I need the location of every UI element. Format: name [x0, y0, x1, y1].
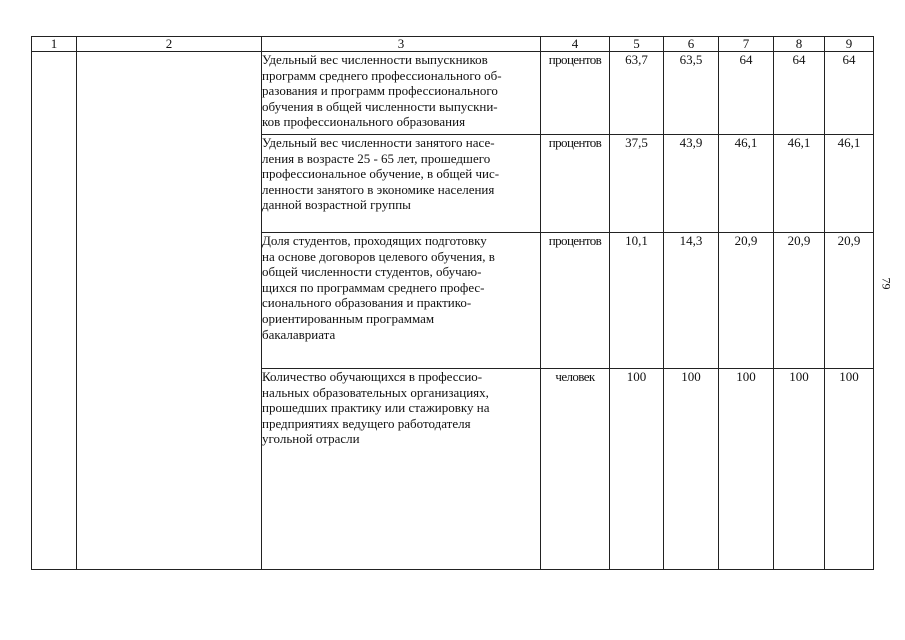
description-line: обучения в общей численности выпускни-: [262, 98, 498, 114]
value-cell: 46,1: [774, 135, 825, 233]
value-cell: 10,1: [610, 233, 664, 369]
column-header-4: 4: [541, 37, 610, 52]
description-line: ления в возрасте 25 - 65 лет, прошедшего: [262, 150, 491, 166]
column-header-1: 1: [32, 37, 77, 52]
description-line: бакалавриата: [262, 326, 336, 342]
value-cell: 20,9: [825, 233, 874, 369]
value-cell: 64: [719, 52, 774, 135]
description-line: Количество обучающихся в профессио-: [262, 369, 483, 384]
cell-col2: [77, 52, 262, 570]
page-number: 79: [879, 277, 894, 290]
value-cell: 20,9: [719, 233, 774, 369]
value-cell: 100: [664, 369, 719, 570]
column-header-8: 8: [774, 37, 825, 52]
value-cell: 64: [825, 52, 874, 135]
description-line: разования и программ профессионального: [262, 83, 498, 99]
value-cell: 37,5: [610, 135, 664, 233]
description-line: предприятиях ведущего работодателя: [262, 415, 471, 431]
value-cell: 100: [774, 369, 825, 570]
unit-cell: процентов: [541, 233, 610, 369]
cell-col1: [32, 52, 77, 570]
value-cell: 63,5: [664, 52, 719, 135]
value-cell: 46,1: [719, 135, 774, 233]
header-row: [32, 37, 874, 52]
value-cell: 20,9: [774, 233, 825, 369]
value-cell: 100: [719, 369, 774, 570]
description-line: ков профессионального образования: [262, 114, 466, 130]
description-line: нальных образовательных организациях,: [262, 384, 489, 400]
unit-cell: процентов: [541, 52, 610, 135]
column-header-9: 9: [825, 37, 874, 52]
value-cell: 100: [825, 369, 874, 570]
value-cell: 43,9: [664, 135, 719, 233]
value-cell: 100: [610, 369, 664, 570]
description-line: данной возрастной группы: [262, 197, 411, 213]
column-header-7: 7: [719, 37, 774, 52]
value-cell: 46,1: [825, 135, 874, 233]
description-line: Доля студентов, проходящих подготовку: [262, 233, 487, 248]
value-cell: 63,7: [610, 52, 664, 135]
description-line: профессиональное обучение, в общей чис-: [262, 166, 500, 182]
description-line: Удельный вес численности занятого насе-: [262, 135, 495, 150]
description-line: программ среднего профессионального об-: [262, 67, 502, 83]
column-header-2: 2: [77, 37, 262, 52]
description-line: общей численности студентов, обучаю-: [262, 264, 482, 280]
description-line: сионального образования и практико-: [262, 295, 472, 311]
value-cell: 14,3: [664, 233, 719, 369]
description-line: щихся по программам среднего профес-: [262, 279, 485, 295]
indicator-description: [262, 52, 541, 135]
table-row: [32, 52, 874, 135]
description-line: прошедших практику или стажировку на: [262, 400, 490, 416]
indicator-description: [262, 135, 541, 233]
unit-cell: процентов: [541, 135, 610, 233]
indicator-description: [262, 369, 541, 570]
indicators-table: [31, 36, 874, 570]
unit-cell: человек: [541, 369, 610, 570]
description-line: ориентированным программам: [262, 310, 435, 326]
description-line: Удельный вес численности выпускников: [262, 52, 488, 67]
description-line: ленности занятого в экономике населения: [262, 181, 495, 197]
column-header-3: 3: [262, 37, 541, 52]
indicator-description: [262, 233, 541, 369]
column-header-5: 5: [610, 37, 664, 52]
description-line: на основе договоров целевого обучения, в: [262, 248, 495, 264]
value-cell: 64: [774, 52, 825, 135]
description-line: угольной отрасли: [262, 431, 360, 447]
column-header-6: 6: [664, 37, 719, 52]
